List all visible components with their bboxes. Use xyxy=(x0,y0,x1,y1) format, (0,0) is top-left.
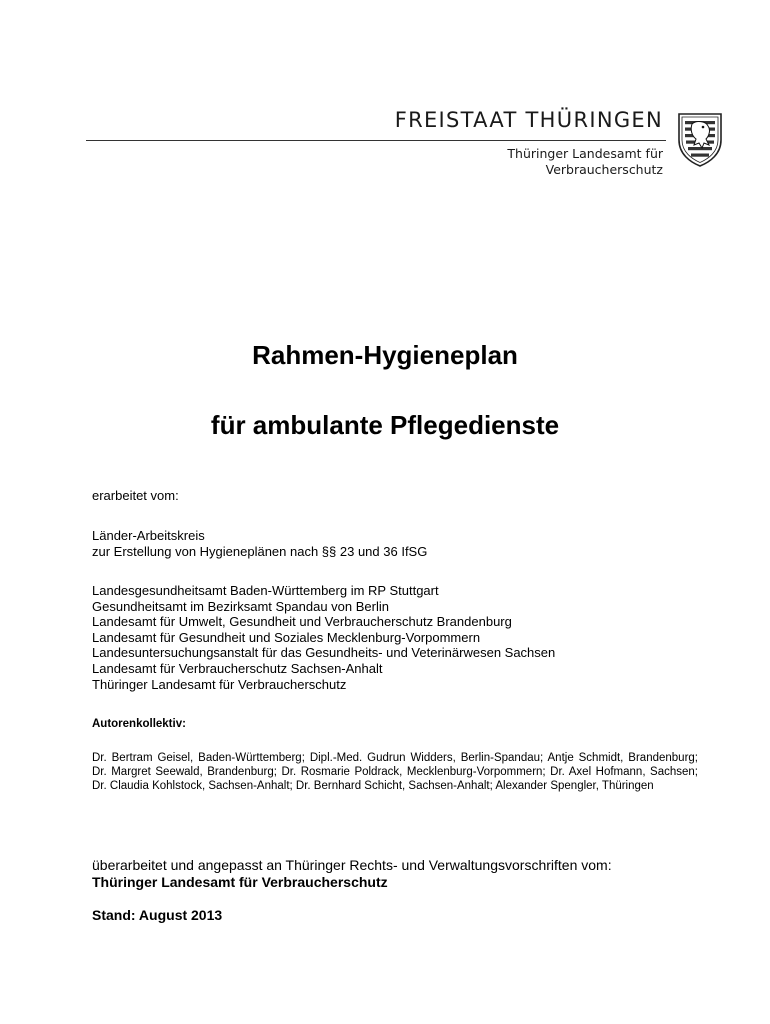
brand-title: FREISTAAT THÜRINGEN xyxy=(394,108,663,132)
authors-heading: Autorenkollektiv: xyxy=(92,718,186,730)
institution-item: Landesamt für Gesundheit und Soziales Mecklenburg-Vorpommern xyxy=(92,629,481,645)
header-divider xyxy=(86,140,666,141)
authors-text: Dr. Bertram Geisel, Baden-Württemberg; Dipl.-Med. Gudrun Widders, Berlin-Spandau; Antje Schmidt, Brandenburg; Dr. Margret Seewald, Brandenburg; Dr. Rosmarie Poldrack, Mecklenburg-Vorpommern; Dr. Axel Hofmann, Sachsen; Dr. Claudia Kohlstock, Sachsen-Anhalt; Dr. Bernhard Schicht, Sachsen-Anhalt; Alexander Spengler, Thüringen xyxy=(92,752,698,793)
erarbeitet-label: erarbeitet vom: xyxy=(92,488,179,503)
institution-list xyxy=(92,583,698,692)
brand-sub-line1: Thüringer Landesamt für xyxy=(507,146,663,161)
revision-note xyxy=(92,857,698,891)
revision-author: Thüringer Landesamt für Verbraucherschutz xyxy=(92,874,388,890)
institution-item: Landesuntersuchungsanstalt für das Gesundheits- und Veterinärwesen Sachsen xyxy=(92,645,556,661)
institution-item: Landesgesundheitsamt Baden-Württemberg im RP Stuttgart xyxy=(92,583,439,598)
document-date: Stand: August 2013 xyxy=(92,907,223,923)
working-group-line1: Länder-Arbeitskreis xyxy=(92,528,205,543)
document-title: Rahmen-Hygieneplan xyxy=(252,340,518,370)
brand-sub-line2: Verbraucherschutz xyxy=(545,162,663,177)
revision-line: überarbeitet und angepasst an Thüringer Rechts- und Verwaltungsvorschriften vom: xyxy=(92,857,612,873)
institution-item: Gesundheitsamt im Bezirksamt Spandau von Berlin xyxy=(92,598,389,614)
document-subtitle: für ambulante Pflegedienste xyxy=(210,410,560,440)
working-group-line2: zur Erstellung von Hygieneplänen nach §§ 23 und 36 IfSG xyxy=(92,543,428,559)
institution-item: Landesamt für Verbraucherschutz Sachsen-Anhalt xyxy=(92,660,383,676)
working-group xyxy=(92,528,698,559)
institution-item: Landesamt für Umwelt, Gesundheit und Verbraucherschutz Brandenburg xyxy=(92,614,512,630)
institution-item: Thüringer Landesamt für Verbraucherschutz xyxy=(92,676,347,692)
brand-subtitle xyxy=(507,146,663,178)
coat-of-arms-icon xyxy=(676,112,724,168)
